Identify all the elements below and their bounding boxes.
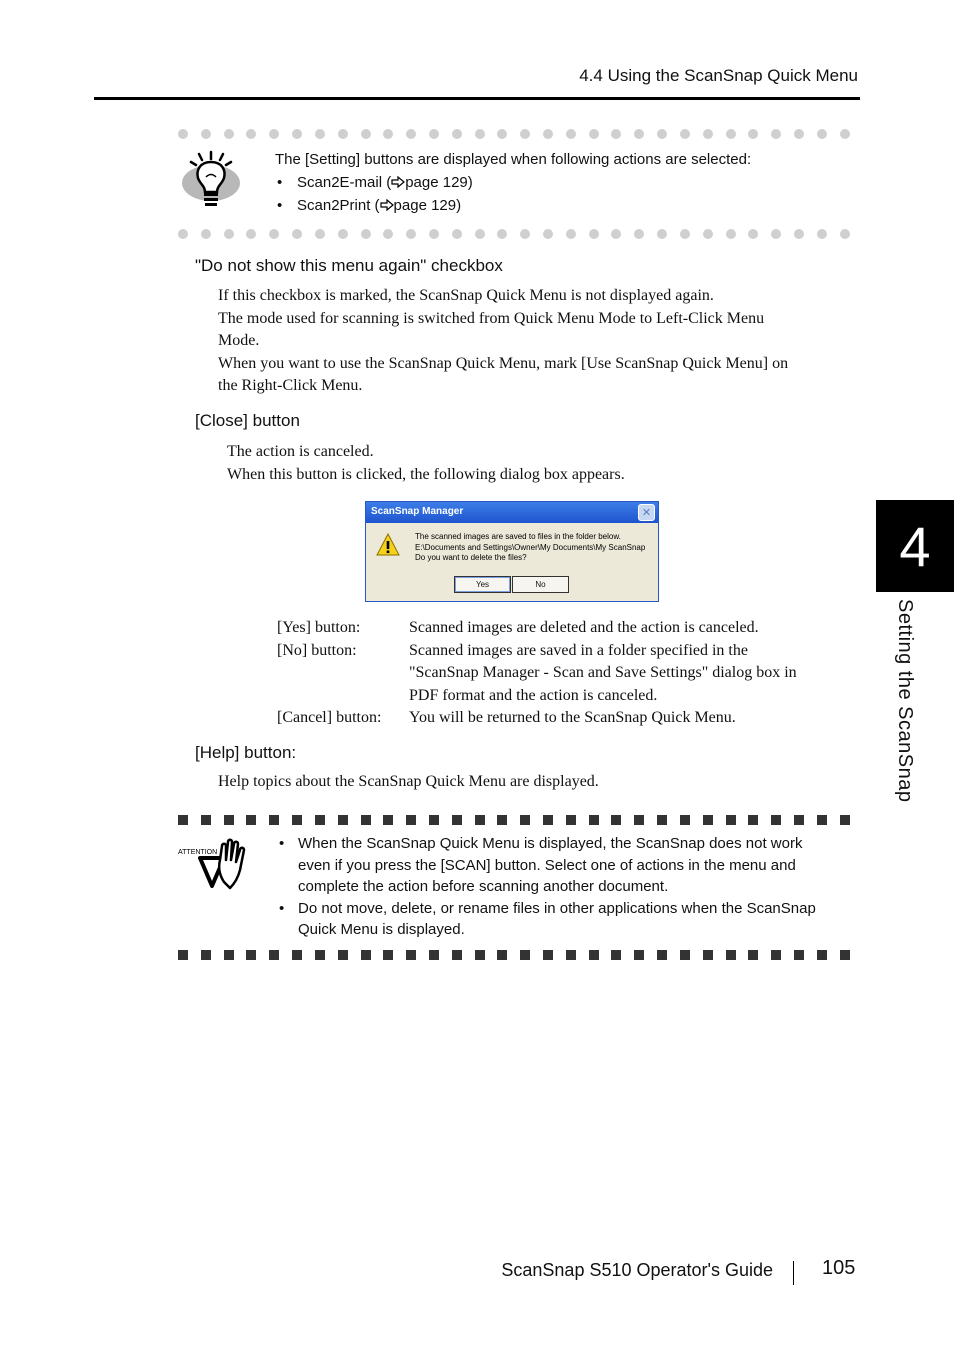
- text-line: • Do not move, delete, or rename files in other applications when the ScanSnap: [298, 899, 816, 917]
- attention-item: [277, 898, 852, 941]
- text-line: The mode used for scanning is switched from Quick Menu Mode to Left-Click Menu: [218, 309, 765, 327]
- text-line: Scanned images are deleted and the action is canceled.: [409, 619, 759, 636]
- table-row: [277, 640, 849, 708]
- close-heading: [Close] button: [195, 411, 300, 430]
- page-ref-link[interactable]: page 129): [393, 197, 462, 214]
- hint-top-dotted-rule: [178, 129, 850, 139]
- page-ref-link[interactable]: page 129): [405, 174, 473, 191]
- text-line: Help topics about the ScanSnap Quick Menu are displayed.: [218, 773, 599, 790]
- text-line: If this checkbox is marked, the ScanSnap Quick Menu is not displayed again.: [218, 287, 714, 304]
- dialog-message-line: Do you want to delete the files?: [415, 553, 527, 562]
- help-heading: [Help] button:: [195, 743, 297, 762]
- text-line: • When the ScanSnap Quick Menu is displayed, the ScanSnap does not work: [298, 835, 803, 852]
- text-line: Scanned images are saved in a folder specified in the: [409, 641, 748, 659]
- dialog-button-descriptions: [277, 617, 849, 730]
- text-line: Quick Menu is displayed.: [298, 921, 465, 938]
- table-row: [277, 707, 849, 730]
- hint-item-scan2print: • Scan2Print ( page 129): [275, 194, 845, 217]
- header-rule: [94, 97, 860, 100]
- text-line: "ScanSnap Manager - Scan and Save Settings" dialog box in: [409, 664, 797, 681]
- text-line: The action is canceled.: [227, 443, 374, 460]
- page-number: 105: [822, 1257, 856, 1279]
- reference-arrow-icon: [391, 176, 405, 188]
- attention-bottom-rule: [178, 950, 850, 960]
- checkbox-description: [218, 285, 858, 398]
- table-key: [Yes] button:: [277, 619, 361, 636]
- dialog-title: ScanSnap Manager: [371, 506, 464, 517]
- chapter-number-tab: 4: [876, 500, 954, 592]
- header-section-title: 4.4 Using the ScanSnap Quick Menu: [579, 66, 858, 85]
- attention-label: ATTENTION: [178, 849, 218, 856]
- table-value: [409, 617, 849, 640]
- text-line: When you want to use the ScanSnap Quick Menu, mark [Use ScanSnap Quick Menu] on: [218, 354, 789, 372]
- help-description: [218, 771, 858, 794]
- table-key: [Cancel] button:: [277, 709, 382, 726]
- close-icon[interactable]: ✕: [638, 504, 655, 521]
- text-line: complete the action before scanning another document.: [298, 878, 669, 895]
- close-description: [227, 441, 847, 486]
- footer-guide-title: ScanSnap S510 Operator's Guide: [501, 1260, 773, 1280]
- attention-hand-icon: [176, 838, 258, 892]
- text-line: You will be returned to the ScanSnap Quick Menu.: [409, 709, 736, 726]
- attention-top-rule: [178, 815, 850, 825]
- dialog-message-line: The scanned images are saved to files in the folder below.: [415, 532, 621, 541]
- text-line: even if you press the [SCAN] button. Select one of actions in the menu and: [298, 856, 796, 874]
- table-value: [409, 707, 849, 730]
- text-line: PDF format and the action is canceled.: [409, 686, 658, 704]
- hint-intro: The [Setting] buttons are displayed when following actions are selected:: [275, 151, 752, 168]
- no-button[interactable]: No: [512, 576, 569, 593]
- scansnap-manager-dialog: [365, 501, 659, 602]
- attention-text: [277, 833, 852, 941]
- hint-text: [275, 148, 845, 217]
- dialog-titlebar: [366, 502, 658, 523]
- text-line: Mode.: [218, 332, 260, 349]
- yes-button[interactable]: Yes: [454, 576, 511, 593]
- dialog-message: [415, 532, 655, 564]
- hint-item-scan2email: • Scan2E-mail ( page 129): [275, 171, 845, 194]
- footer-separator: [793, 1261, 794, 1285]
- attention-item: [277, 833, 852, 898]
- table-key: [No] button:: [277, 641, 357, 659]
- lightbulb-hint-icon: [180, 150, 242, 210]
- warning-icon: [376, 533, 400, 557]
- checkbox-heading: "Do not show this menu again" checkbox: [195, 256, 503, 275]
- text-line: the Right-Click Menu.: [218, 377, 363, 394]
- table-row: [277, 617, 849, 640]
- reference-arrow-icon: [380, 199, 394, 211]
- text-line: When this button is clicked, the following dialog box appears.: [227, 465, 625, 483]
- hint-bottom-dotted-rule: [178, 229, 850, 239]
- table-value: [409, 640, 849, 708]
- dialog-message-line: E:\Documents and Settings\Owner\My Documents\My ScanSnap: [415, 542, 646, 552]
- chapter-side-title: Setting the ScanSnap: [894, 599, 916, 803]
